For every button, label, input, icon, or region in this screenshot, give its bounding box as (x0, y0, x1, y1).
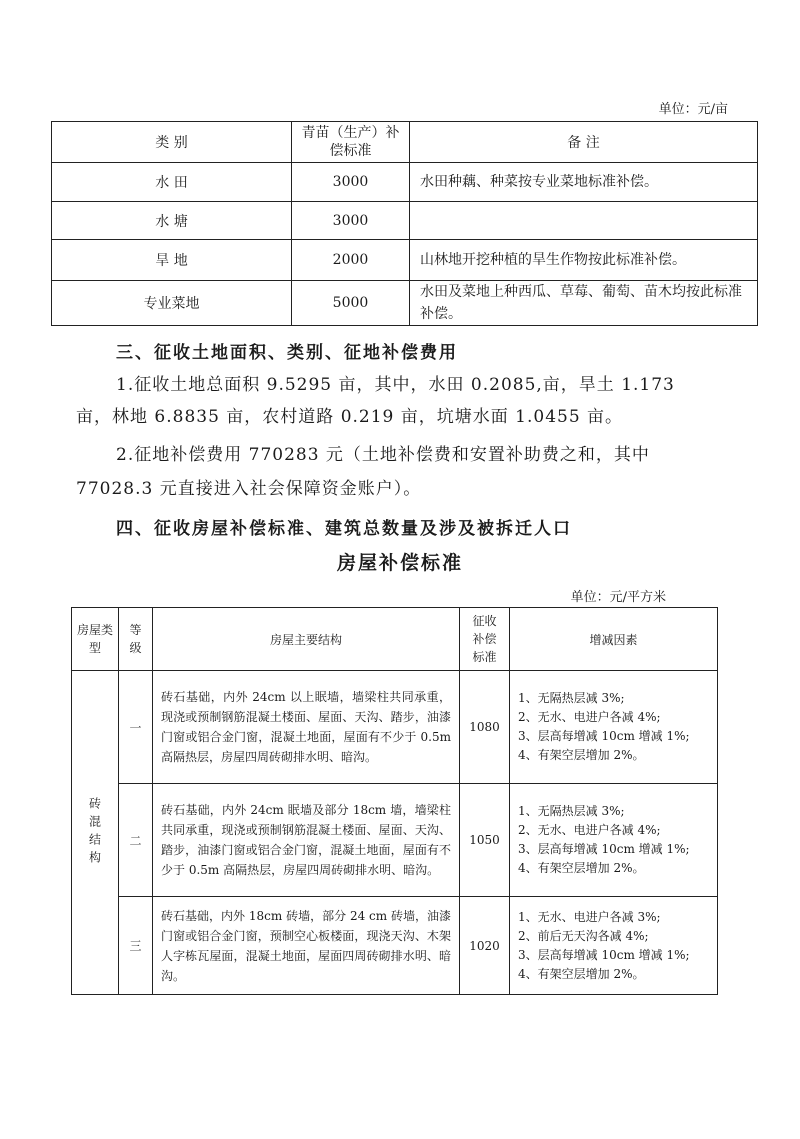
table-row (52, 281, 758, 326)
header-house-type: 房屋类型 (72, 608, 119, 671)
header-standard: 征收补偿标准 (460, 608, 510, 671)
header-category: 类 别 (52, 122, 292, 163)
row-grade: 一 (119, 671, 153, 784)
factor-item: 3、层高每增减 10cm 增减 1%; (518, 947, 690, 962)
header-structure: 房屋主要结构 (153, 608, 460, 671)
factor-item: 3、层高每增减 10cm 增减 1%; (518, 729, 690, 743)
house-compensation-title: 房屋补偿标准 (336, 552, 463, 574)
row-note: 山林地开挖种植的旱生作物按此标准补偿。 (410, 240, 758, 281)
row-note: 水田及菜地上种西瓜、草莓、葡萄、苗木均按此标准补偿。 (410, 281, 758, 326)
row-structure: 砖石基础，内外 18cm 砖墙，部分 24 cm 砖墙，油漆门窗或铝合金门窗，预制空心板楼面，现浇天沟、木架人字栋瓦屋面，混凝土地面，屋面四周砖砌排水明、暗沟。 (153, 897, 460, 995)
row-grade: 三 (119, 897, 153, 995)
factor-item: 2、无水、电进户各减 4%; (518, 823, 661, 837)
table-row (52, 240, 758, 281)
row-standard: 5000 (292, 281, 410, 326)
row-note (410, 202, 758, 240)
table-row (72, 784, 718, 897)
row-standard: 3000 (292, 202, 410, 240)
factor-item: 1、无水、电进户各减 3%; (518, 909, 661, 924)
table-row (72, 897, 718, 995)
green-crop-compensation-table (51, 121, 758, 326)
row-factors (510, 671, 718, 784)
section3-paragraph1-line2: 亩，林地 6.8835 亩，农村道路 0.219 亩，坑塘水面 1.0455 亩。 (76, 407, 624, 427)
row-factors (510, 897, 718, 995)
row-category: 水 田 (52, 163, 292, 202)
row-category: 专业菜地 (52, 281, 292, 326)
table-row (52, 202, 758, 240)
row-note: 水田种藕、种菜按专业菜地标准补偿。 (410, 163, 758, 202)
section3-paragraph1-line1: 1.征收土地总面积 9.5295 亩，其中，水田 0.2085,亩，旱土 1.173 (116, 375, 675, 395)
header-standard: 青苗（生产）补偿标准 (292, 122, 410, 163)
section4-heading: 四、征收房屋补偿标准、建筑总数量及涉及被拆迁人口 (116, 519, 572, 539)
table-header-row (72, 608, 718, 671)
table1-unit: 单位：元/亩 (658, 102, 728, 117)
row-standard: 2000 (292, 240, 410, 281)
row-structure: 砖石基础，内外 24cm 眠墙及部分 18cm 墙，墙梁柱共同承重，现浇或预制钢筋混凝土楼面、屋面、天沟、踏步，油漆门窗或铝合金门窗，混凝土地面，屋面有不少于 0.5m 高隔热层，房屋四周砖砌排水明、暗沟。 (153, 784, 460, 897)
factor-item: 2、前后无天沟各减 4%; (518, 928, 649, 943)
table-header-row (52, 122, 758, 163)
factor-item: 4、有架空层增加 2%。 (518, 748, 645, 762)
row-standard: 1050 (460, 784, 510, 897)
row-standard: 1020 (460, 897, 510, 995)
header-factors: 增减因素 (510, 608, 718, 671)
header-note: 备 注 (410, 122, 758, 163)
row-standard: 1080 (460, 671, 510, 784)
row-standard: 3000 (292, 163, 410, 202)
row-factors (510, 784, 718, 897)
row-structure: 砖石基础，内外 24cm 以上眠墙，墙梁柱共同承重，现浇或预制钢筋混凝土楼面、屋面、天沟、踏步，油漆门窗或铝合金门窗，混凝土地面，屋面有不少于 0.5m 高隔热层，房屋四周砖砌排水明、暗沟。 (153, 671, 460, 784)
section3-paragraph2-line1: 2.征地补偿费用 770283 元（土地补偿费和安置补助费之和，其中 (116, 445, 650, 465)
house-type-cell (72, 671, 119, 995)
factor-item: 2、无水、电进户各减 4%; (518, 710, 661, 724)
house-type-label: 砖混结构 (87, 796, 102, 869)
section3-paragraph2-line2: 77028.3 元直接进入社会保障资金账户）。 (76, 479, 422, 499)
factor-item: 4、有架空层增加 2%。 (518, 966, 645, 981)
house-compensation-table (71, 607, 718, 995)
section3-heading: 三、征收土地面积、类别、征地补偿费用 (116, 343, 458, 363)
row-category: 旱 地 (52, 240, 292, 281)
table2-unit: 单位：元/平方米 (570, 590, 666, 605)
row-category: 水 塘 (52, 202, 292, 240)
factor-item: 3、层高每增减 10cm 增减 1%; (518, 842, 690, 856)
row-grade: 二 (119, 784, 153, 897)
factor-item: 1、无隔热层减 3%; (518, 804, 625, 818)
header-grade: 等级 (119, 608, 153, 671)
table-row (52, 163, 758, 202)
factor-item: 1、无隔热层减 3%; (518, 691, 625, 705)
table-row (72, 671, 718, 784)
factor-item: 4、有架空层增加 2%。 (518, 861, 645, 875)
